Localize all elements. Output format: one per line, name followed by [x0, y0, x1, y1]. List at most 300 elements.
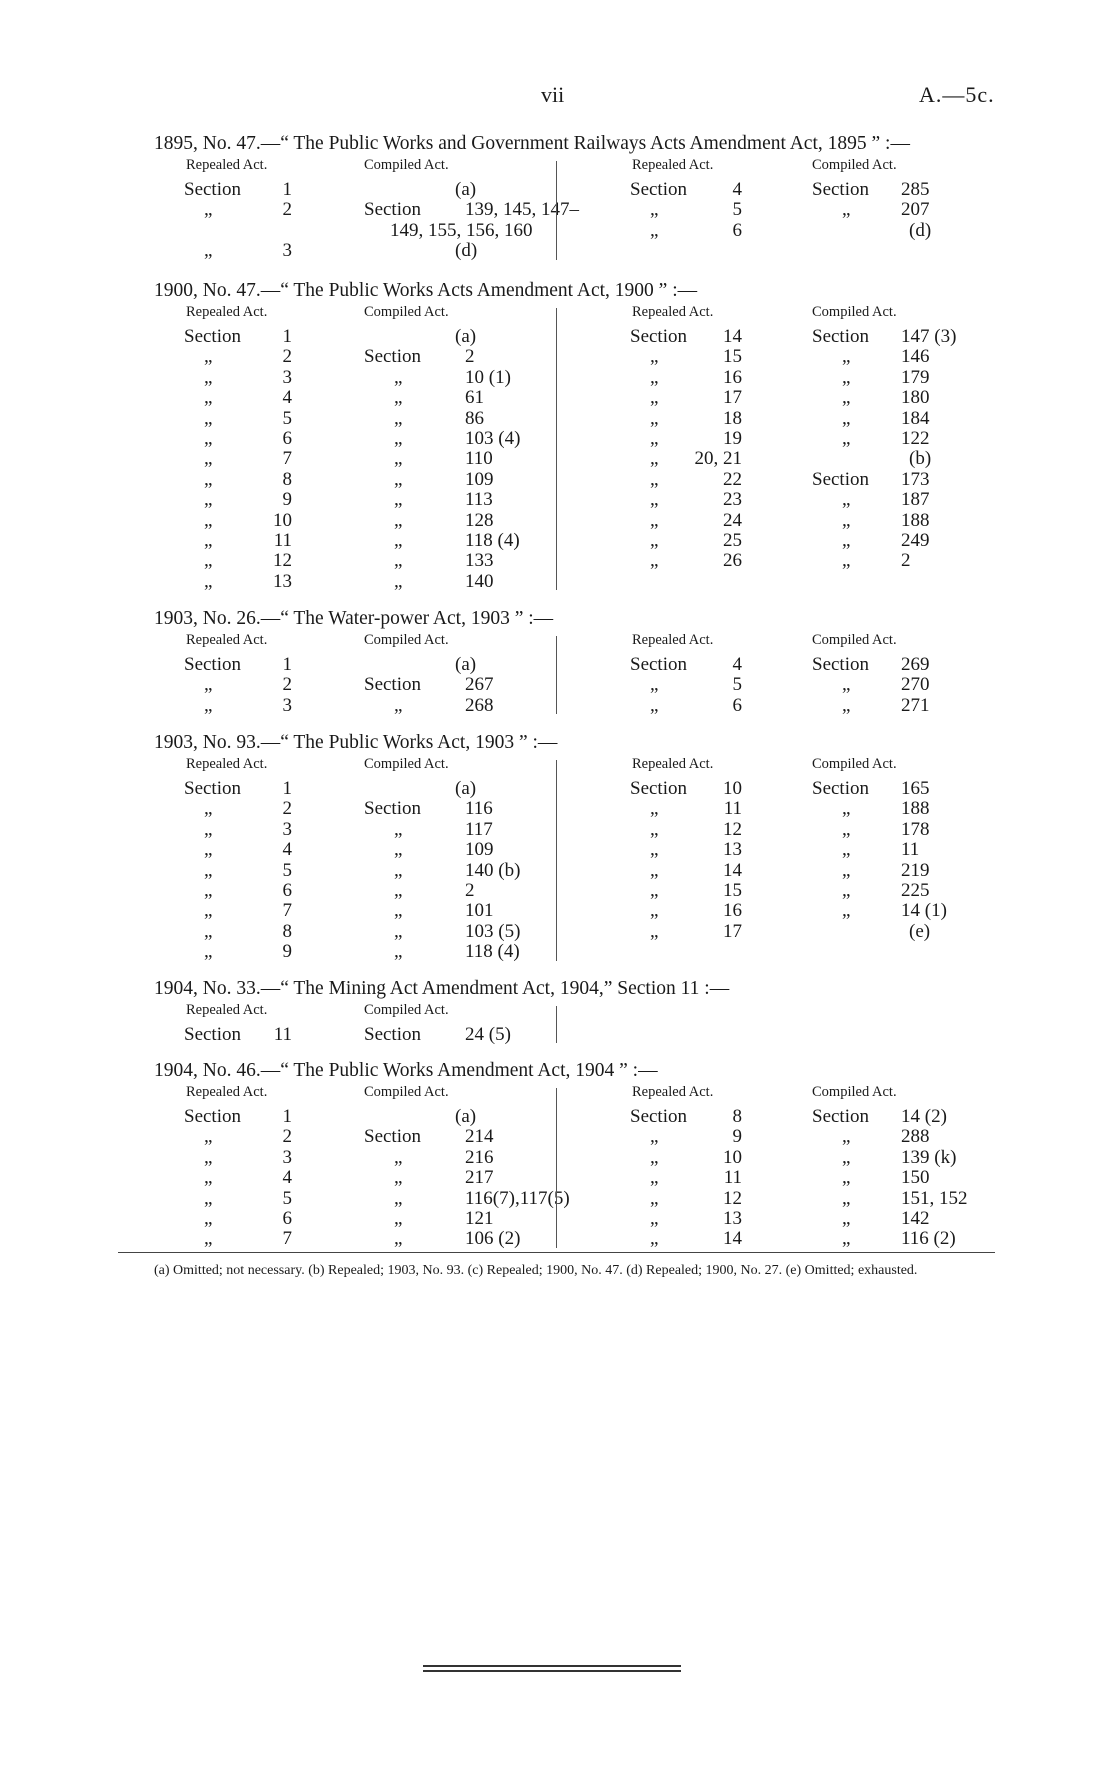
compiled-section: 128	[465, 509, 494, 531]
compiled-label: Section	[812, 778, 869, 799]
table-row	[0, 180, 1114, 200]
table-row	[0, 655, 1114, 675]
repealed-number: 4	[282, 387, 292, 409]
repealed-label: „	[204, 570, 213, 592]
repealed-label: „	[650, 448, 659, 470]
repealed-label: „	[204, 1126, 213, 1148]
repealed-label: „	[204, 880, 213, 901]
repealed-label: „	[204, 1208, 213, 1229]
compiled-label: „	[394, 859, 403, 881]
table-row	[0, 221, 1114, 241]
compiled-section: 121	[465, 1208, 494, 1229]
compiled-section: 285	[901, 179, 930, 200]
repealed-label: „	[650, 489, 659, 511]
compiled-section: 249	[901, 530, 930, 551]
compiled-label: „	[842, 366, 851, 388]
compiled-section: (d)	[909, 219, 932, 241]
compiled-section: (a)	[455, 326, 477, 347]
compiled-section: 101	[465, 900, 494, 922]
compiled-section: 110	[465, 448, 493, 470]
compiled-label: Section	[364, 1126, 421, 1148]
column-divider	[556, 1088, 557, 1248]
compiled-act-header: Compiled Act.	[364, 632, 449, 648]
repealed-label: „	[204, 346, 213, 368]
repealed-number: 23	[723, 489, 742, 511]
table-row	[0, 1107, 1114, 1127]
compiled-label: „	[842, 694, 851, 716]
repealed-number: 10	[273, 509, 292, 531]
repealed-label: Section	[630, 179, 687, 200]
end-rule-bottom	[423, 1670, 681, 1672]
repealed-number: 2	[282, 674, 292, 696]
compiled-label: „	[842, 387, 851, 409]
repealed-label: „	[650, 366, 659, 388]
compiled-label: „	[394, 1208, 403, 1229]
repealed-label: „	[650, 674, 659, 696]
repealed-number: 9	[282, 489, 292, 511]
compiled-act-header: Compiled Act.	[364, 157, 449, 173]
compiled-label: „	[842, 550, 851, 572]
table-row	[0, 470, 1114, 490]
compiled-section: 2	[465, 346, 475, 368]
repealed-act-header: Repealed Act.	[186, 1002, 268, 1018]
compiled-section: 147 (3)	[901, 326, 957, 347]
compiled-section: 173	[901, 468, 930, 490]
compiled-label: „	[842, 1187, 851, 1209]
compiled-label: „	[394, 468, 403, 490]
compiled-label: „	[842, 407, 851, 429]
repealed-label: „	[204, 1146, 213, 1168]
compiled-act-header: Compiled Act.	[812, 157, 897, 173]
repealed-number: 11	[723, 1167, 742, 1189]
compiled-section: 150	[901, 1167, 930, 1189]
repealed-number: 4	[282, 1167, 292, 1189]
repealed-label: „	[650, 880, 659, 901]
compiled-label: „	[394, 1187, 403, 1209]
compiled-section: 116 (2)	[901, 1228, 956, 1250]
compiled-section: 151, 152	[901, 1187, 968, 1209]
compiled-label: „	[394, 920, 403, 942]
repealed-number: 3	[282, 366, 292, 388]
repealed-label: „	[650, 818, 659, 840]
compiled-label: „	[842, 1126, 851, 1148]
repealed-number: 13	[723, 1208, 742, 1229]
table-row	[0, 901, 1114, 921]
compiled-section: (a)	[455, 778, 477, 799]
act-title: 1903, No. 93.—“ The Public Works Act, 1903 ” :—	[154, 732, 558, 753]
compiled-label: „	[394, 694, 403, 716]
footnote-rule	[118, 1252, 995, 1253]
table-row	[0, 1189, 1114, 1209]
compiled-act-header: Compiled Act.	[812, 1084, 897, 1100]
repealed-label: „	[650, 407, 659, 429]
page-number: vii	[541, 82, 565, 107]
compiled-section: 267	[465, 674, 494, 696]
repealed-number: 1	[282, 1106, 292, 1127]
repealed-label: „	[204, 941, 213, 963]
repealed-label: „	[650, 1228, 659, 1250]
table-row	[0, 1209, 1114, 1229]
repealed-label: „	[650, 550, 659, 572]
repealed-label: „	[204, 530, 213, 551]
compiled-label: Section	[812, 179, 869, 200]
repealed-number: 6	[282, 1208, 292, 1229]
repealed-number: 5	[282, 407, 292, 429]
compiled-section: 140 (b)	[465, 859, 521, 881]
repealed-number: 17	[723, 387, 742, 409]
repealed-number: 7	[282, 448, 292, 470]
compiled-section: 271	[901, 694, 930, 716]
compiled-section: 269	[901, 654, 930, 675]
repealed-act-header: Repealed Act.	[632, 632, 714, 648]
compiled-label: Section	[812, 468, 869, 490]
table-row	[0, 490, 1114, 510]
repealed-act-header: Repealed Act.	[186, 632, 268, 648]
compiled-label: „	[842, 798, 851, 820]
page-header	[0, 82, 1114, 112]
compiled-label: „	[394, 366, 403, 388]
compiled-section: 180	[901, 387, 930, 409]
repealed-label: Section	[630, 1106, 687, 1127]
compiled-label: „	[394, 570, 403, 592]
compiled-section: 187	[901, 489, 930, 511]
compiled-label: „	[394, 428, 403, 449]
compiled-section: 139 (k)	[901, 1146, 957, 1168]
repealed-number: 9	[732, 1126, 742, 1148]
compiled-section: 188	[901, 798, 930, 820]
repealed-number: 8	[282, 920, 292, 942]
repealed-label: Section	[630, 778, 687, 799]
repealed-number: 14	[723, 1228, 742, 1250]
compiled-section: 179	[901, 366, 930, 388]
compiled-label: „	[842, 1167, 851, 1189]
repealed-number: 6	[282, 880, 292, 901]
repealed-label: „	[650, 346, 659, 368]
repealed-label: „	[204, 839, 213, 861]
repealed-label: „	[650, 1146, 659, 1168]
compiled-label: Section	[364, 199, 421, 221]
table-row	[0, 409, 1114, 429]
compiled-label: „	[394, 448, 403, 470]
repealed-act-header: Repealed Act.	[632, 304, 714, 320]
repealed-number: 7	[282, 1228, 292, 1250]
repealed-label: „	[204, 1167, 213, 1189]
compiled-section: 116	[465, 798, 493, 820]
compiled-label: „	[394, 509, 403, 531]
repealed-label: „	[650, 839, 659, 861]
compiled-label: „	[842, 1146, 851, 1168]
compiled-section: 268	[465, 694, 494, 716]
repealed-label: „	[650, 1187, 659, 1209]
table-row	[0, 1168, 1114, 1188]
repealed-number: 6	[732, 694, 742, 716]
compiled-section: (b)	[909, 448, 932, 470]
table-row	[0, 881, 1114, 901]
repealed-label: „	[204, 199, 213, 221]
repealed-number: 2	[282, 199, 292, 221]
repealed-number: 5	[732, 674, 742, 696]
repealed-act-header: Repealed Act.	[186, 304, 268, 320]
compiled-label: „	[842, 818, 851, 840]
compiled-section: 2	[465, 880, 475, 901]
repealed-number: 8	[732, 1106, 742, 1127]
repealed-label: „	[204, 407, 213, 429]
table-row	[0, 799, 1114, 819]
repealed-label: „	[650, 530, 659, 551]
compiled-section: (a)	[455, 654, 477, 675]
column-divider	[556, 308, 557, 590]
repealed-number: 22	[723, 468, 742, 490]
table-row	[0, 1127, 1114, 1147]
column-divider	[556, 636, 557, 714]
compiled-section: 165	[901, 778, 930, 799]
compiled-section: 118 (4)	[465, 941, 520, 963]
repealed-number: 12	[723, 818, 742, 840]
repealed-label: „	[650, 694, 659, 716]
repealed-label: „	[650, 509, 659, 531]
repealed-label: „	[204, 818, 213, 840]
compiled-section: 207	[901, 199, 930, 221]
repealed-number: 17	[723, 920, 742, 942]
repealed-label: „	[650, 1167, 659, 1189]
repealed-number: 2	[282, 798, 292, 820]
compiled-section: 149, 155, 156, 160	[390, 219, 533, 241]
repealed-label: „	[204, 1187, 213, 1209]
compiled-section: 184	[901, 407, 930, 429]
repealed-number: 13	[273, 570, 292, 592]
repealed-label: „	[650, 199, 659, 221]
compiled-act-header: Compiled Act.	[812, 632, 897, 648]
repealed-number: 25	[723, 530, 742, 551]
compiled-section: (a)	[455, 179, 477, 200]
compiled-section: 24 (5)	[465, 1024, 511, 1045]
act-title: 1904, No. 46.—“ The Public Works Amendment Act, 1904 ” :—	[154, 1060, 658, 1081]
repealed-act-header: Repealed Act.	[186, 157, 268, 173]
repealed-number: 3	[282, 694, 292, 716]
compiled-section: 109	[465, 839, 494, 861]
table-row	[0, 1229, 1114, 1249]
compiled-section: 14 (1)	[901, 900, 947, 922]
repealed-number: 4	[732, 654, 742, 675]
compiled-section: 142	[901, 1208, 930, 1229]
compiled-label: „	[842, 199, 851, 221]
compiled-section: 61	[465, 387, 484, 409]
compiled-section: 133	[465, 550, 494, 572]
repealed-number: 6	[732, 219, 742, 241]
compiled-label: „	[394, 1146, 403, 1168]
repealed-label: „	[204, 240, 213, 262]
repealed-label: „	[204, 489, 213, 511]
repealed-label: Section	[184, 1106, 241, 1127]
compiled-section: 109	[465, 468, 494, 490]
repealed-label: „	[650, 468, 659, 490]
compiled-label: „	[394, 1228, 403, 1250]
compiled-section: 113	[465, 489, 493, 511]
compiled-label: Section	[812, 326, 869, 347]
compiled-section: 216	[465, 1146, 494, 1168]
act-title: 1904, No. 33.—“ The Mining Act Amendment Act, 1904,” Section 11 :—	[154, 978, 730, 999]
compiled-label: „	[842, 489, 851, 511]
compiled-label: „	[842, 1208, 851, 1229]
compiled-section: 146	[901, 346, 930, 368]
compiled-label: „	[842, 346, 851, 368]
compiled-section: 139, 145, 147–	[465, 199, 579, 221]
compiled-section: 288	[901, 1126, 930, 1148]
repealed-label: „	[204, 798, 213, 820]
repealed-number: 24	[723, 509, 742, 531]
repealed-act-header: Repealed Act.	[632, 1084, 714, 1100]
compiled-label: „	[842, 674, 851, 696]
compiled-section: 178	[901, 818, 930, 840]
compiled-section: 219	[901, 859, 930, 881]
repealed-number: 13	[723, 839, 742, 861]
compiled-section: 214	[465, 1126, 494, 1148]
act-title: 1900, No. 47.—“ The Public Works Acts Amendment Act, 1900 ” :—	[154, 280, 698, 301]
compiled-section: 106 (2)	[465, 1228, 521, 1250]
repealed-number: 14	[723, 859, 742, 881]
end-rule-top	[423, 1665, 681, 1667]
repealed-number: 11	[273, 1024, 292, 1045]
repealed-label: „	[650, 900, 659, 922]
compiled-label: „	[394, 387, 403, 409]
compiled-act-header: Compiled Act.	[812, 304, 897, 320]
compiled-section: 116(7),117(5)	[465, 1187, 570, 1209]
repealed-number: 8	[282, 468, 292, 490]
compiled-label: „	[842, 859, 851, 881]
repealed-label: „	[650, 859, 659, 881]
compiled-label: „	[842, 530, 851, 551]
repealed-label: „	[650, 428, 659, 449]
compiled-section: 117	[465, 818, 493, 840]
compiled-label: „	[394, 900, 403, 922]
compiled-section: 10 (1)	[465, 366, 511, 388]
repealed-label: „	[204, 387, 213, 409]
repealed-number: 4	[732, 179, 742, 200]
repealed-act-header: Repealed Act.	[632, 157, 714, 173]
repealed-number: 2	[282, 1126, 292, 1148]
table-row	[0, 200, 1114, 220]
compiled-section: 14 (2)	[901, 1106, 947, 1127]
table-row	[0, 327, 1114, 347]
repealed-label: „	[650, 387, 659, 409]
repealed-label: Section	[184, 654, 241, 675]
repealed-number: 3	[282, 1146, 292, 1168]
compiled-label: „	[842, 428, 851, 449]
table-row	[0, 511, 1114, 531]
table-row	[0, 840, 1114, 860]
table-row	[0, 922, 1114, 942]
repealed-label: Section	[184, 179, 241, 200]
compiled-section: (e)	[909, 920, 931, 942]
repealed-label: „	[204, 448, 213, 470]
compiled-act-header: Compiled Act.	[364, 1084, 449, 1100]
compiled-label: „	[842, 900, 851, 922]
repealed-number: 26	[723, 550, 742, 572]
table-row	[0, 1148, 1114, 1168]
repealed-label: „	[204, 900, 213, 922]
repealed-number: 2	[282, 346, 292, 368]
repealed-number: 6	[282, 428, 292, 449]
repealed-number: 5	[282, 1187, 292, 1209]
compiled-label: „	[394, 530, 403, 551]
repealed-label: „	[204, 694, 213, 716]
repealed-number: 5	[732, 199, 742, 221]
compiled-label: „	[842, 839, 851, 861]
repealed-label: „	[204, 1228, 213, 1250]
compiled-section: 270	[901, 674, 930, 696]
repealed-number: 11	[723, 798, 742, 820]
table-row	[0, 696, 1114, 716]
compiled-label: „	[394, 941, 403, 963]
compiled-section: 103 (5)	[465, 920, 521, 942]
table-row	[0, 942, 1114, 962]
compiled-label: „	[842, 1228, 851, 1250]
repealed-number: 19	[723, 428, 742, 449]
repealed-number: 5	[282, 859, 292, 881]
column-divider	[556, 1006, 557, 1043]
compiled-section: 217	[465, 1167, 494, 1189]
repealed-number: 12	[723, 1187, 742, 1209]
table-row	[0, 675, 1114, 695]
compiled-label: Section	[364, 1024, 421, 1045]
compiled-section: 140	[465, 570, 494, 592]
column-divider	[556, 760, 557, 961]
repealed-number: 10	[723, 1146, 742, 1168]
repealed-number: 10	[723, 778, 742, 799]
repealed-label: „	[204, 674, 213, 696]
repealed-label: „	[204, 366, 213, 388]
compiled-section: 225	[901, 880, 930, 901]
table-row	[0, 429, 1114, 449]
table-row	[0, 388, 1114, 408]
repealed-number: 16	[723, 900, 742, 922]
compiled-label: Section	[812, 1106, 869, 1127]
compiled-section: 188	[901, 509, 930, 531]
compiled-section: 2	[901, 550, 911, 572]
repealed-number: 14	[723, 326, 742, 347]
compiled-label: „	[842, 880, 851, 901]
compiled-label: „	[394, 489, 403, 511]
repealed-act-header: Repealed Act.	[632, 756, 714, 772]
repealed-number: 3	[282, 818, 292, 840]
repealed-label: Section	[184, 1024, 241, 1045]
table-row	[0, 368, 1114, 388]
compiled-label: Section	[364, 346, 421, 368]
repealed-label: Section	[184, 778, 241, 799]
repealed-label: Section	[184, 326, 241, 347]
compiled-act-header: Compiled Act.	[364, 756, 449, 772]
compiled-label: „	[394, 839, 403, 861]
compiled-label: „	[394, 880, 403, 901]
act-title: 1903, No. 26.—“ The Water-power Act, 1903 ” :—	[154, 608, 554, 629]
footnote	[114, 1262, 1004, 1279]
table-row	[0, 779, 1114, 799]
compiled-act-header: Compiled Act.	[364, 1002, 449, 1018]
repealed-number: 7	[282, 900, 292, 922]
repealed-number: 11	[273, 530, 292, 551]
table-row	[0, 572, 1114, 592]
compiled-section: (d)	[455, 240, 478, 262]
column-divider	[556, 161, 557, 260]
repealed-number: 1	[282, 179, 292, 200]
compiled-section: 86	[465, 407, 484, 429]
repealed-number: 15	[723, 346, 742, 368]
repealed-number: 16	[723, 366, 742, 388]
compiled-act-header: Compiled Act.	[364, 304, 449, 320]
compiled-section: 122	[901, 428, 930, 449]
repealed-label: „	[204, 550, 213, 572]
document-reference: A.—5c.	[919, 82, 995, 107]
